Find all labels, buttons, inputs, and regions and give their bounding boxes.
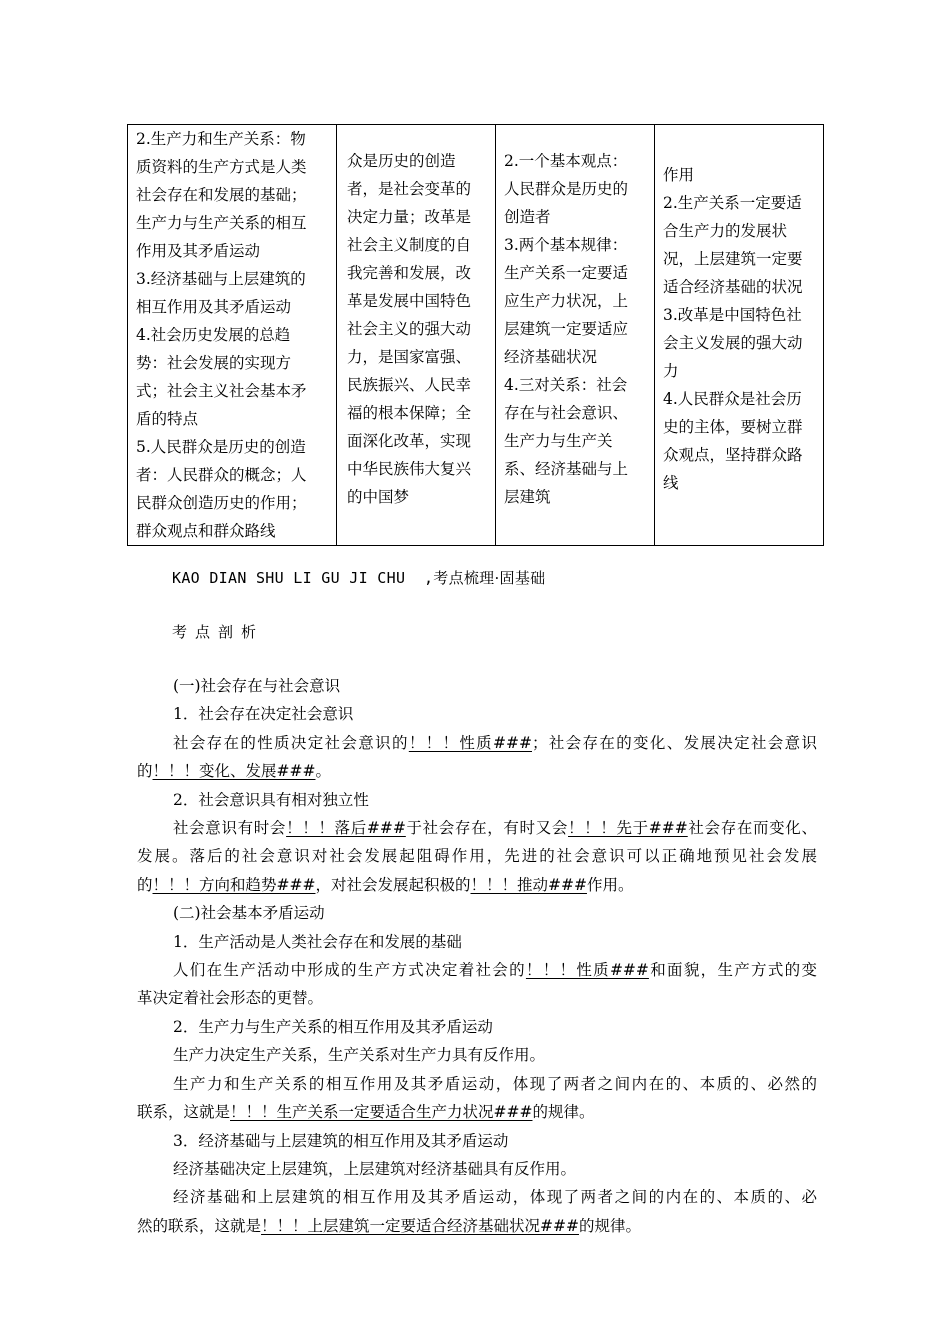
cell-line: 4.三对关系：社会 [504, 376, 628, 394]
cell-line: 3.改革是中国特色社 [663, 306, 802, 324]
cell-line: 众观点，坚持群众路 [663, 446, 803, 464]
text: 和面貌，生产方式的变 [648, 961, 817, 980]
cell-line: 盾的特点 [136, 410, 199, 428]
cell-line: 生产力与生产关 [504, 432, 613, 450]
cell-line: 3.经济基础与上层建筑的 [136, 270, 306, 288]
cell-line: 作用 [663, 166, 695, 184]
answer-blank: ！！！方向和趋势### [152, 875, 316, 894]
cell-line: 力 [663, 362, 679, 380]
answer-blank: ！！！生产关系一定要适合生产力状况### [230, 1103, 533, 1122]
cell-line: 众是历史的创造 [347, 152, 456, 170]
cell-line: 系、经济基础与上 [504, 460, 629, 478]
table-cell-knowledge [128, 125, 337, 546]
cell-line: 经济基础状况 [504, 348, 598, 366]
cell-line: 者，是社会变革的 [347, 180, 472, 198]
answer-blank: ！！！先于### [568, 819, 688, 838]
cell-line: 2.一个基本观点： [504, 152, 628, 170]
cell-line: 社会主义制度的自 [347, 236, 472, 254]
text: 人们在生产活动中形成的生产方式决定着社会的 [173, 961, 526, 980]
answer-blank: ！！！落后### [286, 819, 406, 838]
cell-line: 4.社会历史发展的总趋 [136, 326, 291, 344]
subsection-title: (一)社会存在与社会意识 [173, 677, 341, 695]
paragraph [137, 757, 817, 785]
cell-line: 决定力量；改革是 [347, 208, 472, 226]
paragraph: 经济基础决定上层建筑，上层建筑对经济基础具有反作用。 [173, 1159, 577, 1178]
table-cell-points [337, 125, 496, 546]
cell-line: 式；社会主义社会基本矛 [136, 382, 307, 400]
answer-blank: ！！！性质### [408, 733, 532, 752]
text: 的规律。 [532, 1103, 595, 1122]
summary-table [127, 124, 824, 546]
cell-line: 革是发展中国特色 [347, 292, 472, 310]
cell-line: 史的主体，要树立群 [663, 418, 803, 436]
paragraph [137, 1098, 817, 1126]
cell-line: 2.生产关系一定要适 [663, 194, 802, 212]
text: 作用。 [586, 875, 634, 894]
cell-line: 民群众创造历史的作用； [136, 494, 307, 512]
section-heading [172, 567, 545, 588]
answer-blank: ！！！性质### [525, 961, 649, 980]
paragraph: 革决定着社会形态的更替。 [137, 989, 324, 1008]
cell-line: 合生产力的发展状 [663, 222, 788, 240]
cell-line: 我完善和发展，改 [347, 264, 472, 282]
cell-line: 3.两个基本规律： [504, 236, 628, 254]
paragraph [137, 1212, 817, 1240]
cell-line: 面深化改革，实现 [347, 432, 472, 450]
cell-line: 相互作用及其矛盾运动 [136, 298, 292, 316]
cell-line: 创造者 [504, 208, 551, 226]
text: ，对社会发展起积极的 [315, 875, 471, 894]
cell-line: 作用及其矛盾运动 [136, 242, 261, 260]
text: 的规律。 [578, 1216, 641, 1235]
subsection-title: (二)社会基本矛盾运动 [173, 904, 325, 923]
text: 然的联系，这就是 [137, 1216, 262, 1235]
text: ；社会存在的变化、发展决定社会意识 [532, 733, 817, 752]
cell-line: 应生产力状况，上 [504, 292, 629, 310]
cell-line: 社会主义的强大动 [347, 320, 472, 338]
cell-line: 福的根本保障；全 [347, 404, 472, 422]
cell-line: 层建筑一定要适应 [504, 320, 629, 338]
paragraph [137, 956, 817, 984]
cell-line: 力，是国家富强、 [347, 348, 472, 366]
text: 于社会存在，有时又会 [405, 819, 568, 838]
paragraph [137, 871, 817, 899]
cell-line: 会主义发展的强大动 [663, 334, 803, 352]
cell-line: 存在与社会意识、 [504, 404, 629, 422]
heading-pinyin: KAO DIAN SHU LI GU JI CHU [172, 569, 406, 587]
text: 。 [315, 762, 331, 781]
cell-line: 生产关系一定要适 [504, 264, 629, 282]
cell-line: 4.人民群众是社会历 [663, 390, 802, 408]
cell-line: 况，上层建筑一定要 [663, 250, 803, 268]
table-cell-conclusions [655, 125, 824, 546]
cell-line: 势：社会发展的实现方 [136, 354, 292, 372]
paragraph [137, 729, 817, 757]
body-content [137, 672, 817, 1240]
cell-line: 2.生产力和生产关系：物 [136, 130, 306, 148]
text: 联系，这就是 [137, 1103, 231, 1122]
section-label: 考点剖析 [172, 623, 265, 641]
point-title: 1．生产活动是人类社会存在和发展的基础 [173, 932, 462, 951]
text: 社会存在的性质决定社会意识的 [173, 733, 409, 752]
answer-blank: ！！！上层建筑一定要适合经济基础状况### [261, 1216, 579, 1235]
paragraph [137, 814, 817, 842]
answer-blank: ！！！变化、发展### [152, 762, 316, 781]
text: 社会存在而变化、 [687, 819, 817, 838]
table-row [128, 125, 824, 546]
paragraph: 生产力和生产关系的相互作用及其矛盾运动，体现了两者之间内在的、本质的、必然的 [173, 1074, 817, 1093]
cell-line: 的中国梦 [347, 488, 410, 506]
answer-blank: ！！！推动### [470, 875, 587, 894]
cell-line: 层建筑 [504, 488, 551, 506]
paragraph: 发展。落后的社会意识对社会发展起阻碍作用，先进的社会意识可以正确地预见社会发展 [137, 847, 817, 866]
cell-line: 者：人民群众的概念；人 [136, 466, 307, 484]
cell-line: 质资料的生产方式是人类 [136, 158, 307, 176]
cell-line: 民族振兴、人民幸 [347, 376, 472, 394]
cell-line: 中华民族伟大复兴 [347, 460, 472, 478]
text: 社会意识有时会 [173, 819, 287, 838]
cell-line: 社会存在和发展的基础； [136, 186, 307, 204]
paragraph: 生产力决定生产关系，生产关系对生产力具有反作用。 [173, 1046, 546, 1065]
text: 的 [137, 875, 153, 894]
heading-chinese: 考点梳理·固基础 [433, 569, 546, 587]
cell-line: 适合经济基础的状况 [663, 278, 803, 296]
cell-line: 群众观点和群众路线 [136, 522, 276, 540]
cell-line: 线 [663, 474, 679, 492]
paragraph: 经济基础和上层建筑的相互作用及其矛盾运动，体现了两者之间的内在的、本质的、必 [173, 1188, 817, 1207]
cell-line: 人民群众是历史的 [504, 180, 629, 198]
text: 的 [137, 762, 153, 781]
heading-separator: , [405, 569, 434, 587]
cell-line: 5.人民群众是历史的创造 [136, 438, 306, 456]
table-cell-framework [496, 125, 655, 546]
point-title: 3．经济基础与上层建筑的相互作用及其矛盾运动 [173, 1131, 509, 1150]
cell-line: 生产力与生产关系的相互 [136, 214, 307, 232]
point-title: 2．社会意识具有相对独立性 [173, 790, 369, 809]
point-title: 1．社会存在决定社会意识 [173, 705, 354, 724]
point-title: 2．生产力与生产关系的相互作用及其矛盾运动 [173, 1017, 493, 1036]
